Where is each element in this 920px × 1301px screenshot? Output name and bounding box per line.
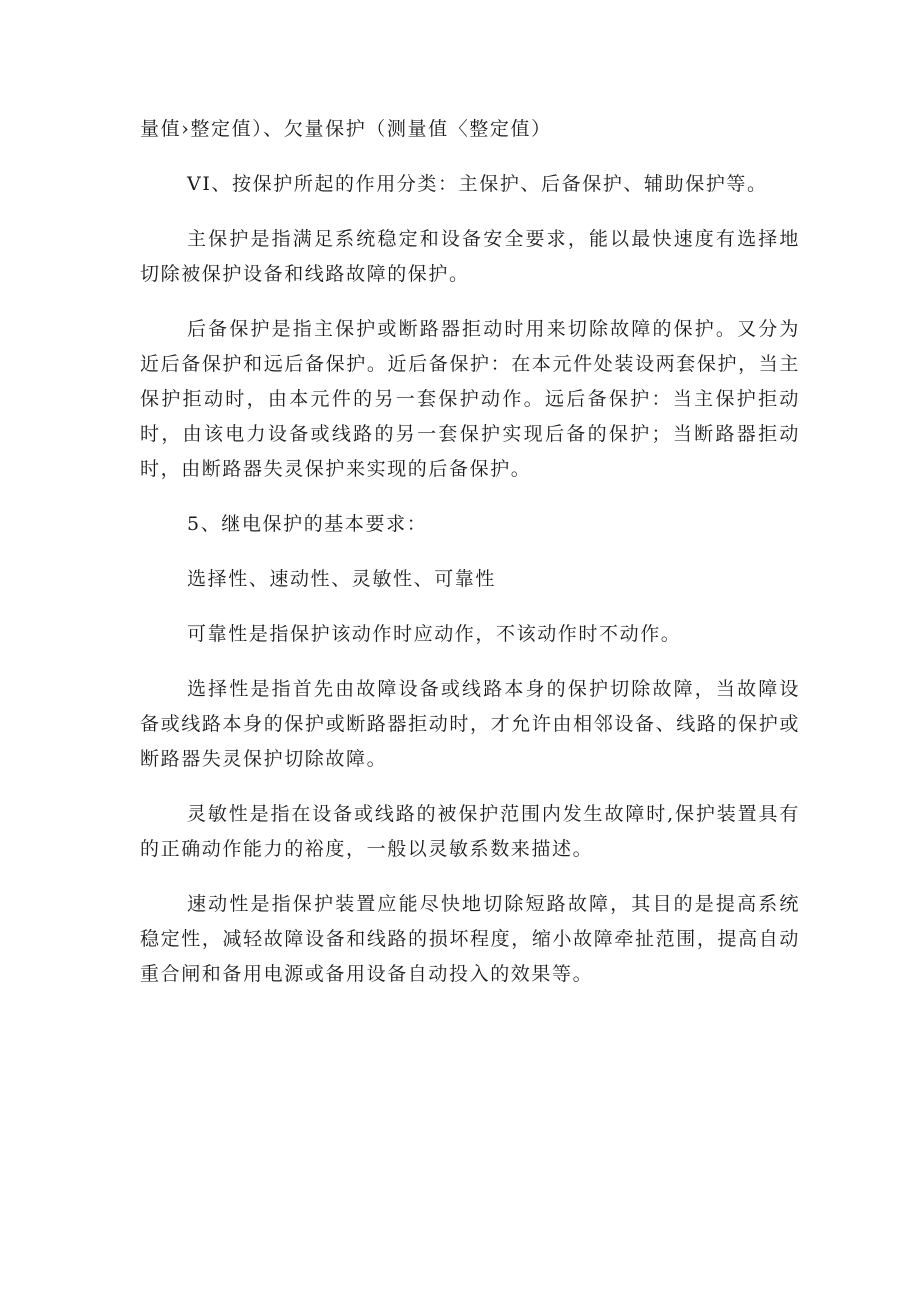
paragraph-speed: 速动性是指保护装置应能尽快地切除短路故障，其目的是提高系统稳定性，减轻故障设备和线路的损坏程度，缩小故障牵扯范围，提高自动重合闸和备用电源或备用设备自动投入的效果等。 [140, 893, 800, 985]
paragraph-main-protection: 主保护是指满足系统稳定和设备安全要求，能以最快速度有选择地切除被保护设备和线路故障的保护。 [140, 228, 800, 285]
paragraph-selectivity: 选择性是指首先由故障设备或线路本身的保护切除故障，当故障设备或线路本身的保护或断路器拒动时，才允许由相邻设备、线路的保护或断路器失灵保护切除故障。 [140, 678, 800, 770]
document-page [140, 112, 800, 1012]
section-heading-basic-requirements: 5、继电保护的基本要求： [187, 513, 428, 535]
paragraph-requirements-list: 选择性、速动性、灵敏性、可靠性 [187, 568, 497, 590]
paragraph-backup-protection: 后备保护是指主保护或断路器拒动时用来切除故障的保护。又分为近后备保护和远后备保护。近后备保护：在本元件处装设两套保护，当主保护拒动时，由本元件的另一套保护动作。远后备保护：当主保护拒动时，由该电力设备或线路的另一套保护实现后备的保护；当断路器拒动时，由断路器失灵保护来实现的后备保护。 [140, 318, 800, 480]
paragraph-reliability: 可靠性是指保护该动作时应动作，不该动作时不动作。 [187, 623, 682, 645]
paragraph-classification-by-function: VI、按保护所起的作用分类：主保护、后备保护、辅助保护等。 [187, 173, 768, 195]
paragraph-continuation: 量值›整定值）、欠量保护（测量值〈整定值） [140, 118, 552, 140]
paragraph-sensitivity: 灵敏性是指在设备或线路的被保护范围内发生故障时,保护装置具有的正确动作能力的裕度，一般以灵敏系数来描述。 [140, 803, 800, 860]
